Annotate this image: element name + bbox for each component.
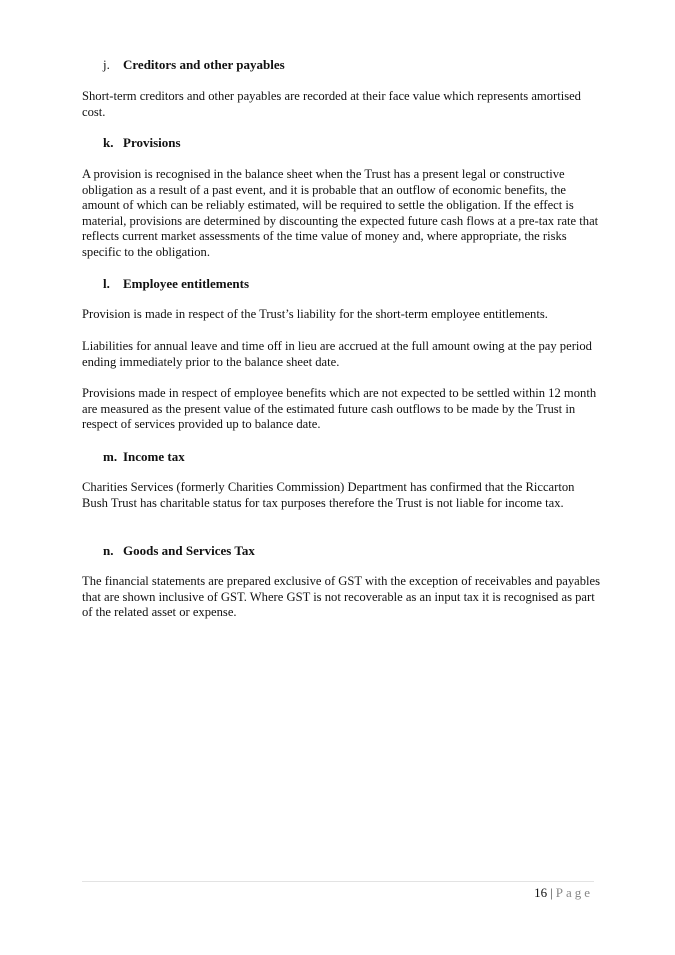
section-title: Income tax: [123, 449, 185, 464]
section-letter: n.: [103, 543, 114, 558]
page-number: 16: [534, 885, 548, 900]
paragraph-employee-2: Liabilities for annual leave and time off in lieu are accrued at the full amount owing at the pay period ending immediately prior to the balance sheet date.: [82, 339, 592, 369]
section-letter: l.: [103, 276, 110, 291]
section-heading-gst: [103, 543, 255, 559]
page-footer: [534, 885, 593, 901]
section-title: Creditors and other payables: [123, 57, 285, 72]
footer-divider: [82, 881, 594, 882]
section-title: Employee entitlements: [123, 276, 250, 291]
section-heading-employee-entitlements: [103, 276, 249, 292]
page-label: Page: [555, 885, 593, 900]
section-letter: j.: [103, 57, 110, 72]
footer-separator: |: [550, 885, 553, 900]
section-heading-income-tax: [103, 449, 185, 465]
paragraph-employee-1: Provision is made in respect of the Trust’s liability for the short-term employee entitlements.: [82, 307, 548, 321]
paragraph-creditors: Short-term creditors and other payables are recorded at their face value which represents amortised cost.: [82, 89, 581, 119]
section-letter: m.: [103, 449, 118, 464]
section-letter: k.: [103, 135, 114, 150]
paragraph-income-tax: Charities Services (formerly Charities Commission) Department has confirmed that the Riccarton Bush Trust has charitable status for tax purposes therefore the Trust is not liable for income tax.: [82, 480, 575, 510]
paragraph-employee-3: Provisions made in respect of employee benefits which are not expected to be settled within 12 month are measured as the present value of the estimated future cash outflows to be made by the Trust in respect of services provided up to balance date.: [82, 386, 597, 432]
section-heading-creditors: [103, 57, 285, 73]
paragraph-gst: The financial statements are prepared exclusive of GST with the exception of receivables and payables that are shown inclusive of GST. Where GST is not recoverable as an input tax it is recognised as part of the related asset or expense.: [82, 574, 601, 620]
section-title: Goods and Services Tax: [123, 543, 255, 558]
section-heading-provisions: [103, 135, 181, 151]
paragraph-provisions: A provision is recognised in the balance sheet when the Trust has a present legal or constructive obligation as a result of a past event, and it is probable that an outflow of economic benefits, the amount of which can be reliably estimated, will be required to settle the obligation. If the effect is material, provisions are determined by discounting the expected future cash flows at a pre-tax rate that reflects current market assessments of the time value of money and, where appropriate, the risks specific to the obligation.: [82, 167, 599, 259]
section-title: Provisions: [123, 135, 181, 150]
